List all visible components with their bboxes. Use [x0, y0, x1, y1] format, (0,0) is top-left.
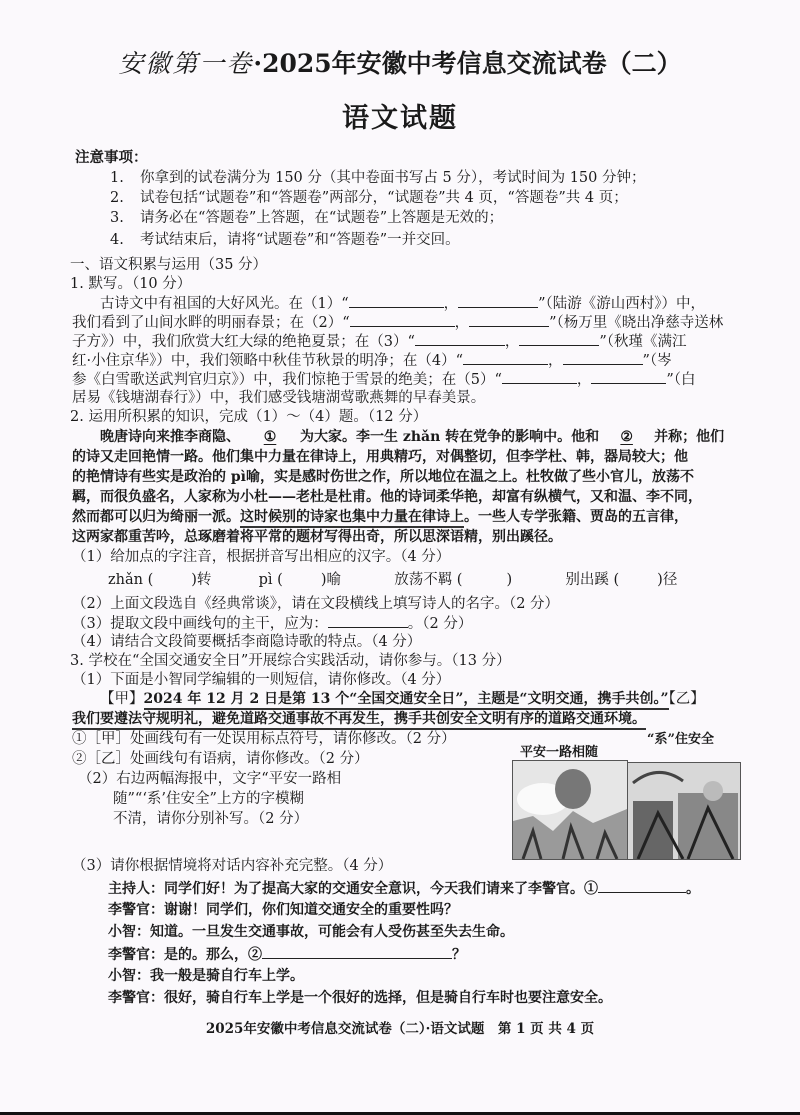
sms-item-1: ①［甲］处画线句有一处误用标点符号，请你修改。（2 分）	[72, 731, 456, 747]
answer-blank[interactable]	[463, 350, 548, 365]
poster-1-title: 平安一路相随	[520, 745, 599, 760]
dictation-line: 我们看到了山间水畔的明丽春景；在（2）“ ， ”（杨万里《晓出净慈寺送林	[72, 312, 723, 333]
subject-title: 语文试题	[342, 103, 458, 134]
page-footer: 2025年安徽中考信息交流试卷（二）·语文试题 第 1 页 共 4 页	[205, 1021, 595, 1037]
question-2-heading: 2. 运用所积累的知识，完成（1）～（4）题。（12 分）	[70, 409, 428, 425]
sms-line	[72, 709, 646, 729]
poster-illustration	[513, 761, 627, 859]
dictation-line: 红·小住京华》）中，我们领略中秋佳节秋景的明净；在（4）“ ， ”（岑	[72, 350, 672, 371]
dialogue-blank-1[interactable]	[598, 878, 686, 893]
passage-line: 这两家都重苦吟，总琢磨着将平常的题材写得出奇，所以思深语精，别出蹊径。	[72, 529, 562, 545]
passage-line: 羁，而很负盛名，人家称为小杜——老杜是杜甫。他的诗词柔华艳，却富有纵横气，又和温、李不同，	[72, 489, 702, 505]
passage-line: 晚唐诗向来推李商隐、 ① 为大家。李一生 zhǎn 转在党争的影响中。他和 ② 并称；他们	[100, 429, 725, 445]
underlined-sentence: 这时候别的诗家也集中力量在律诗上	[240, 509, 464, 528]
notes-item: 1. 你拿到的试卷满分为 150 分（其中卷面书写占 5 分），考试时间为 150 分钟；	[110, 170, 646, 186]
question-3-heading: 3. 学校在“全国交通安全日”开展综合实践活动，请你参与。（13 分）	[70, 653, 511, 669]
notes-item: 3. 请务必在“答题卷”上答题，在“试题卷”上答题是无效的；	[110, 210, 504, 226]
poster-2-title: “系”住安全	[647, 732, 714, 747]
answer-blank[interactable]	[519, 331, 599, 346]
dialogue-line: 李警官：谢谢！同学们，你们知道交通安全的重要性吗？	[108, 902, 458, 918]
pinyin-row: zhǎn ( )转 pì ( )喻 放荡不羁 ( ) 别出蹊 ( )径	[108, 572, 678, 588]
q3-sub-question-1: （1）下面是小智同学编辑的一则短信，请你修改。（4 分）	[72, 672, 451, 688]
notes-heading: 注意事项：	[75, 149, 148, 166]
passage-line: 的艳情诗有些实是政治的 pì喻，实是感时伤世之作，所以地位在温之上。杜牧做了些小官儿，放荡不	[72, 469, 694, 485]
q3-sub-question-3: （3）请你根据情境将对话内容补充完整。（4 分）	[72, 858, 393, 874]
notes-item: 4. 考试结束后，请将“试题卷”和“答题卷”一并交回。	[110, 232, 460, 248]
exam-title	[0, 44, 800, 80]
answer-blank[interactable]	[328, 613, 408, 628]
section-heading: 一、语文积累与运用（35 分）	[70, 257, 268, 273]
sub-question-2: （2）上面文段选自《经典常谈》，请在文段横线上填写诗人的名字。（2 分）	[72, 596, 560, 612]
dialogue-line: 李警官：很好，骑自行车上学是一个很好的选择，但是骑自行车时也要注意安全。	[108, 990, 612, 1006]
poet-blank-1[interactable]: ①	[263, 429, 277, 445]
dialogue-line: 主持人：同学们好！为了提高大家的交通安全意识，今天我们请来了李警官。① 。	[108, 878, 700, 899]
poster-1-image	[512, 760, 628, 860]
sms-underlined-yi: 我们要遵法守规明礼，避免道路交通事故不再发生，携手共创安全文明有序的道路交通环境。	[72, 711, 646, 730]
answer-blank[interactable]	[502, 369, 577, 384]
dictation-line: 参《白雪歌送武判官归京》）中，我们惊艳于雪景的绝美；在（5）“ ， ”（白	[72, 369, 696, 390]
dictation-line: 古诗文中有祖国的大好风光。在（1）“ ， ”（陆游《游山西村》）中，	[100, 293, 705, 314]
dictation-line: 居易《钱塘湖春行》）中，我们感受钱塘湖莺歌燕舞的早春美景。	[72, 390, 486, 406]
answer-blank[interactable]	[563, 350, 643, 365]
q3-sub-question-2: 不清，请你分别补写。（2 分）	[113, 811, 309, 827]
sms-underlined-jia: 2024 年 12 月 2 日是第 13 个“全国交通安全日”，主题是“文明交通，携手共创。”	[144, 691, 669, 710]
passage-line: 的诗又走回艳情一路。他们集中力量在律诗上，用典精巧，对偶整切，但李学杜、韩，器局较大；他	[72, 449, 688, 465]
q3-sub-question-2: 随”“‘系’住安全”上方的字模糊	[113, 791, 304, 807]
poet-blank-2[interactable]: ②	[620, 429, 633, 445]
passage-line: 然而都可以归为绮丽一派。这时候别的诗家也集中力量在律诗上。一些人专学张籍、贾岛的五言律，	[72, 507, 688, 527]
q3-sub-question-2: （2）右边两幅海报中，文字“平安一路相	[78, 771, 342, 787]
answer-blank[interactable]	[469, 312, 549, 327]
answer-blank[interactable]	[349, 293, 444, 308]
dialogue-line: 小智：我一般是骑自行车上学。	[108, 968, 304, 984]
exam-title-text: ·2025年安徽中考信息交流试卷（二）	[253, 49, 682, 78]
question-1-heading: 1. 默写。（10 分）	[70, 276, 192, 292]
sub-question-4: （4）请结合文段简要概括李商隐诗歌的特点。（4 分）	[72, 634, 422, 650]
sms-line: 【甲】2024 年 12 月 2 日是第 13 个“全国交通安全日”，主题是“文明交通，携手共创。”【乙】	[100, 689, 705, 709]
answer-blank[interactable]	[591, 369, 666, 384]
answer-blank[interactable]	[458, 293, 538, 308]
dictation-line: 子方》）中，我们欣赏大红大绿的绝艳夏景；在（3）“ ， ”（秋瑾《满江	[72, 331, 687, 352]
dialogue-line: 李警官：是的。那么，② ？	[108, 944, 466, 965]
poster-2-image	[627, 762, 741, 860]
notes-item: 2. 试卷包括“试题卷”和“答题卷”两部分，“试题卷”共 4 页，“答题卷”共 4 页；	[110, 190, 628, 206]
sms-item-2: ②［乙］处画线句有语病，请你修改。（2 分）	[72, 751, 369, 767]
answer-blank[interactable]	[415, 331, 505, 346]
poster-illustration	[628, 763, 740, 859]
answer-blank[interactable]	[350, 312, 455, 327]
dialogue-line: 小智：知道。一旦发生交通事故，可能会有人受伤甚至失去生命。	[108, 924, 514, 940]
brand-calligraphy: 安徽第一卷	[118, 49, 254, 78]
dialogue-blank-2[interactable]	[262, 944, 452, 959]
sub-question-3: （3）提取文段中画线句的主干，应为： 。（2 分）	[72, 613, 472, 634]
sub-question-1: （1）给加点的字注音，根据拼音写出相应的汉字。（4 分）	[72, 549, 451, 565]
